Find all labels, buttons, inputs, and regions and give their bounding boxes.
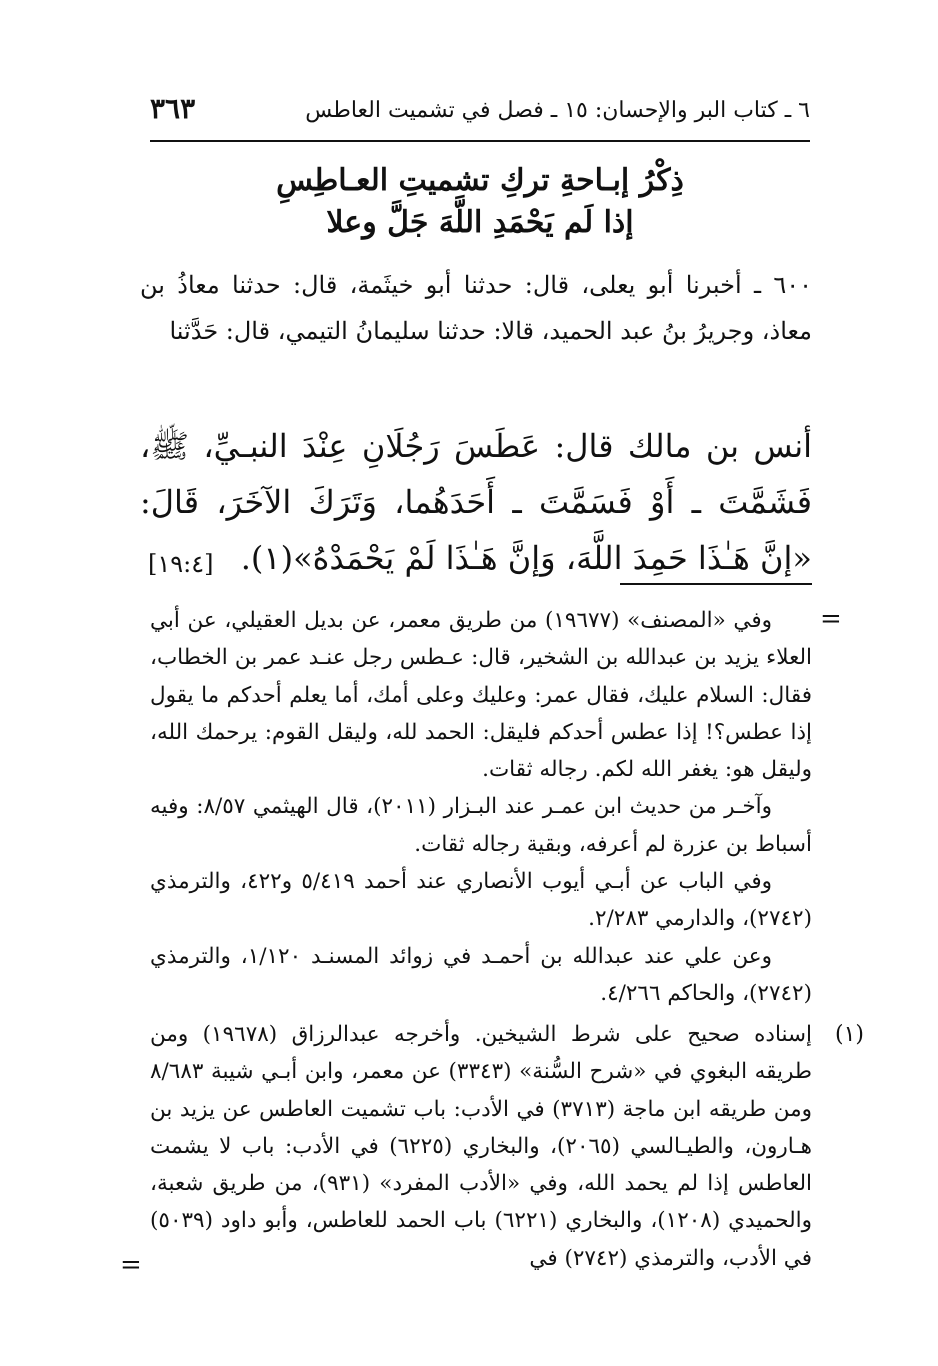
footnote-separator xyxy=(620,583,812,585)
footnote-paragraph: وعن علي عند عبدالله بن أحمـد في زوائد المسنـد ١/١٢٠، والترمذي (٢٧٤٢)، والحاكم ٤/٢٦٦. xyxy=(150,943,812,1006)
continuation-mark-top: = xyxy=(820,604,842,634)
hadith-reference: [١٩:٤] xyxy=(148,550,214,578)
hadith-matn: أنس بن مالك قال: عَطَسَ رَجُلَانِ عِنْدَ النبـيِّ، ﷺ، فَشَمَّتَ ـ أَوْ فَسَمَّتَ ـ أَحَدَهُما، وَتَرَكَ الآخَرَ، قَالَ: «إنَّ هَـٰذَا حَمِدَ اللَّهَ، وَإنَّ هَـٰذَا لَمْ يَحْمَدْهُ»(١). xyxy=(140,427,812,577)
hadith-matn-block xyxy=(140,418,812,586)
footnote-continued xyxy=(150,602,812,1012)
hadith-isnad: ٦٠٠ ـ أخبرنا أبو يعلى، قال: حدثنا أبو خيثَمة، قال: حدثنا معاذُ بن معاذ، وجريرُ بنُ عبد الحميد، قالا: حدثنا سليمانُ التيمي، قال: حَدَّثنا xyxy=(140,271,812,345)
footnote-paragraph: وآخـر من حديث ابن عمـر عند البـزار (٢٠١١)، قال الهيثمي ٨/٥٧: وفيه أسباط بن عزرة لم أعرفه، وبقية رجاله ثقات. xyxy=(150,794,812,857)
footnote-1-text: إسناده صحيح على شرط الشيخين. وأخرجه عبدالرزاق (١٩٦٧٨) ومن طريقه البغوي في «شرح السُّنة» (٣٣٤٣) عن معمر، وابن أبـي شيبة ٨/٦٨٣ ومن طريقه ابن ماجة (٣٧١٣) في الأدب: باب تشميت العاطس عن يزيد بن هـارون، والطيـالسي (٢٠٦٥)، والبخاري (٦٢٢٥) في الأدب: باب لا يشمت العاطس إذا لم يحمد الله، وفي «الأدب المفرد» (٩٣١)، من طريق شعبة، والحميدي (١٢٠٨)، والبخاري (٦٢٢١) باب الحمد للعاطس، وأبو داود (٥٠٣٩) في الأدب، والترمذي (٢٧٤٢) في xyxy=(150,1022,813,1271)
chapter-title-line-2: إذا لَم يَحْمَدِ اللَّهَ جَلَّ وعلا xyxy=(326,205,634,240)
page-header xyxy=(150,92,810,132)
footnote-1 xyxy=(150,1016,864,1277)
page-number: ٣٦٣ xyxy=(150,92,196,125)
continuation-mark-bottom: = xyxy=(120,1250,142,1280)
footnote-number: (١) xyxy=(834,1022,864,1047)
chapter-title xyxy=(150,160,810,244)
running-title: ٦ ـ كتاب البر والإحسان: ١٥ ـ فصل في تشميت العاطس xyxy=(305,98,810,123)
header-rule xyxy=(150,140,810,142)
footnote-paragraph: وفي «المصنف» (١٩٦٧٧) من طريق معمر، عن بديل العقيلي، عن أبي العلاء يزيد بن عبدالله بن الشخير، قال: عـطس رجل عنـد عمر بن الخطاب، فقال: السلام عليك، فقال عمر: وعليك وعلى أمك، أما يعلم أحدكم ما يقول إذا عطس؟! إذا عطس أحدكم فليقل: الحمد لله، وليقل القوم: يرحمك الله، وليقل هو: يغفر الله لكم. رجاله ثقات. xyxy=(150,608,812,783)
chapter-title-line-1: ذِكْرُ إبـاحةِ تركِ تشميتِ العـاطِسِ xyxy=(276,163,684,198)
footnote-paragraph: وفي الباب عن أبـي أيوب الأنصاري عند أحمد ٥/٤١٩ و٤٢٢، والترمذي (٢٧٤٢)، والدارمي ٢/٢٨٣. xyxy=(150,869,812,932)
